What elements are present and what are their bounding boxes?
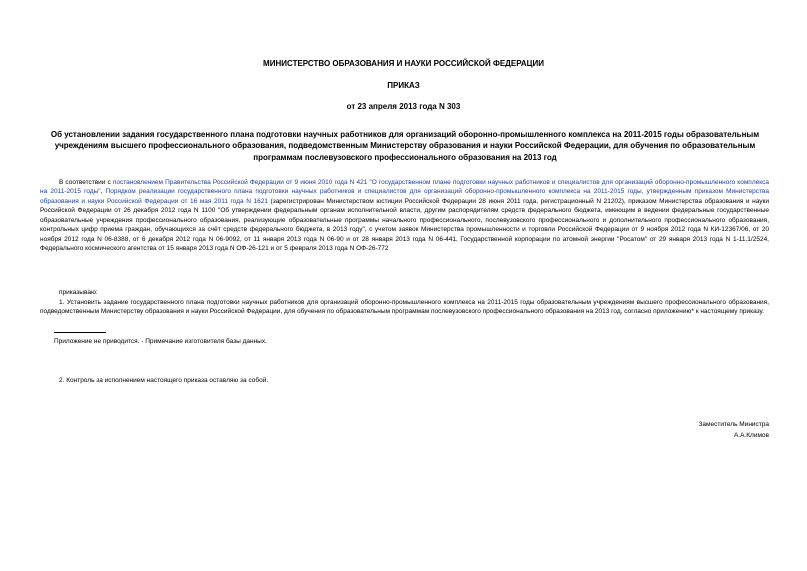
- preamble-separator: ,: [100, 188, 106, 196]
- government-decree-link[interactable]: постановлением Правительства Российской Федерации от 9 июня 2010 года N 421 "О государственном плане подготовки научных работников и специалистов для организаций оборонно-промышленного комплекса на 2011-2015 годы": [40, 179, 770, 196]
- signature-name: А.А.Климов: [733, 432, 769, 439]
- preamble-rest: (зарегистрирован Министерством юстиции Российской Федерации 28 июня 2011 года, регистрационный N 21202), приказом Министерства образования и науки Российской Федерации от 26 декабря 2012 года N 1100 "Об утверждении федеральным органам исполнительной власти, другим распорядителям средств федерального бюджета, имеющим в ведении федеральные государственные образовательные учреждения профессионального образования, реализующие образовательные программы начального профессионального, послевузовского профессионального и дополнительного профессионального образования, контрольных цифр приема граждан, обучающихся за счёт средств федерального бюджета, в 2013 году", с учетом заявок Министерства промышленности и торговли Российской Федерации от 9 ноября 2012 года N КИ-12367/06, от 20 ноября 2012 года N 06-8388, от 6 декабря 2012 года N 06-9092, от 11 января 2013 года N 06-90 и от 28 января 2013 года N 06-441, Государственной корпорации по атомной энергии "Росатом" от 29 января 2013 года N 1-11.1/2524, Федерального космического агентства от 15 января 2013 года N ОФ-26-121 и от 5 февраля 2013 года N ОФ-26-772: [40, 197, 769, 252]
- preamble-intro: В соответствии с: [59, 179, 113, 186]
- order-item-2: 2. Контроль за исполнением настоящего приказа оставляю за собой.: [59, 377, 269, 384]
- footnote-text: Приложение не приводится. - Примечание изготовителя базы данных.: [54, 338, 267, 345]
- order-item-1: 1. Установить задание государственного плана подготовки научных работников для организаций оборонно-промышленного комплекса на 2011-2015 годы образовательным учреждениям высшего профессионального образования, подведомственным Министерству образования и науки Российской Федерации, для обучения по образовательным программам послевузовского профессионального образования на 2013 год, согласно приложению* к настоящему приказу.: [40, 299, 769, 316]
- signature-role: Заместитель Министра: [698, 421, 769, 428]
- preamble-paragraph: [40, 178, 769, 253]
- ministry-heading: МИНИСТЕРСТВО ОБРАЗОВАНИЯ И НАУКИ РОССИЙСКОЙ ФЕДЕРАЦИИ: [263, 59, 544, 68]
- implementation-order-link[interactable]: Порядком реализации государственного плана подготовки научных работников и специалистов для организаций оборонно-промышленного комплекса на 2011-2015 годы, утвержденным приказом Министерства образования и науки Российской Федерации от 16 мая 2011 года N 1621: [40, 188, 770, 205]
- document-title: Об установлении задания государственного плана подготовки научных работников для организаций оборонно-промышленного комплекса на 2011-2015 годы образовательным учреждениям высшего профессионального образования, подведомственным Министерству образования и науки Российской Федерации, для обучения по образовательным программам послевузовского профессионального образования на 2013 год: [50, 130, 760, 162]
- document-type: ПРИКАЗ: [387, 81, 420, 90]
- document-date: от 23 апреля 2013 года N 303: [346, 102, 461, 111]
- orders-word: приказываю:: [59, 289, 98, 296]
- footnote-divider: [54, 332, 106, 333]
